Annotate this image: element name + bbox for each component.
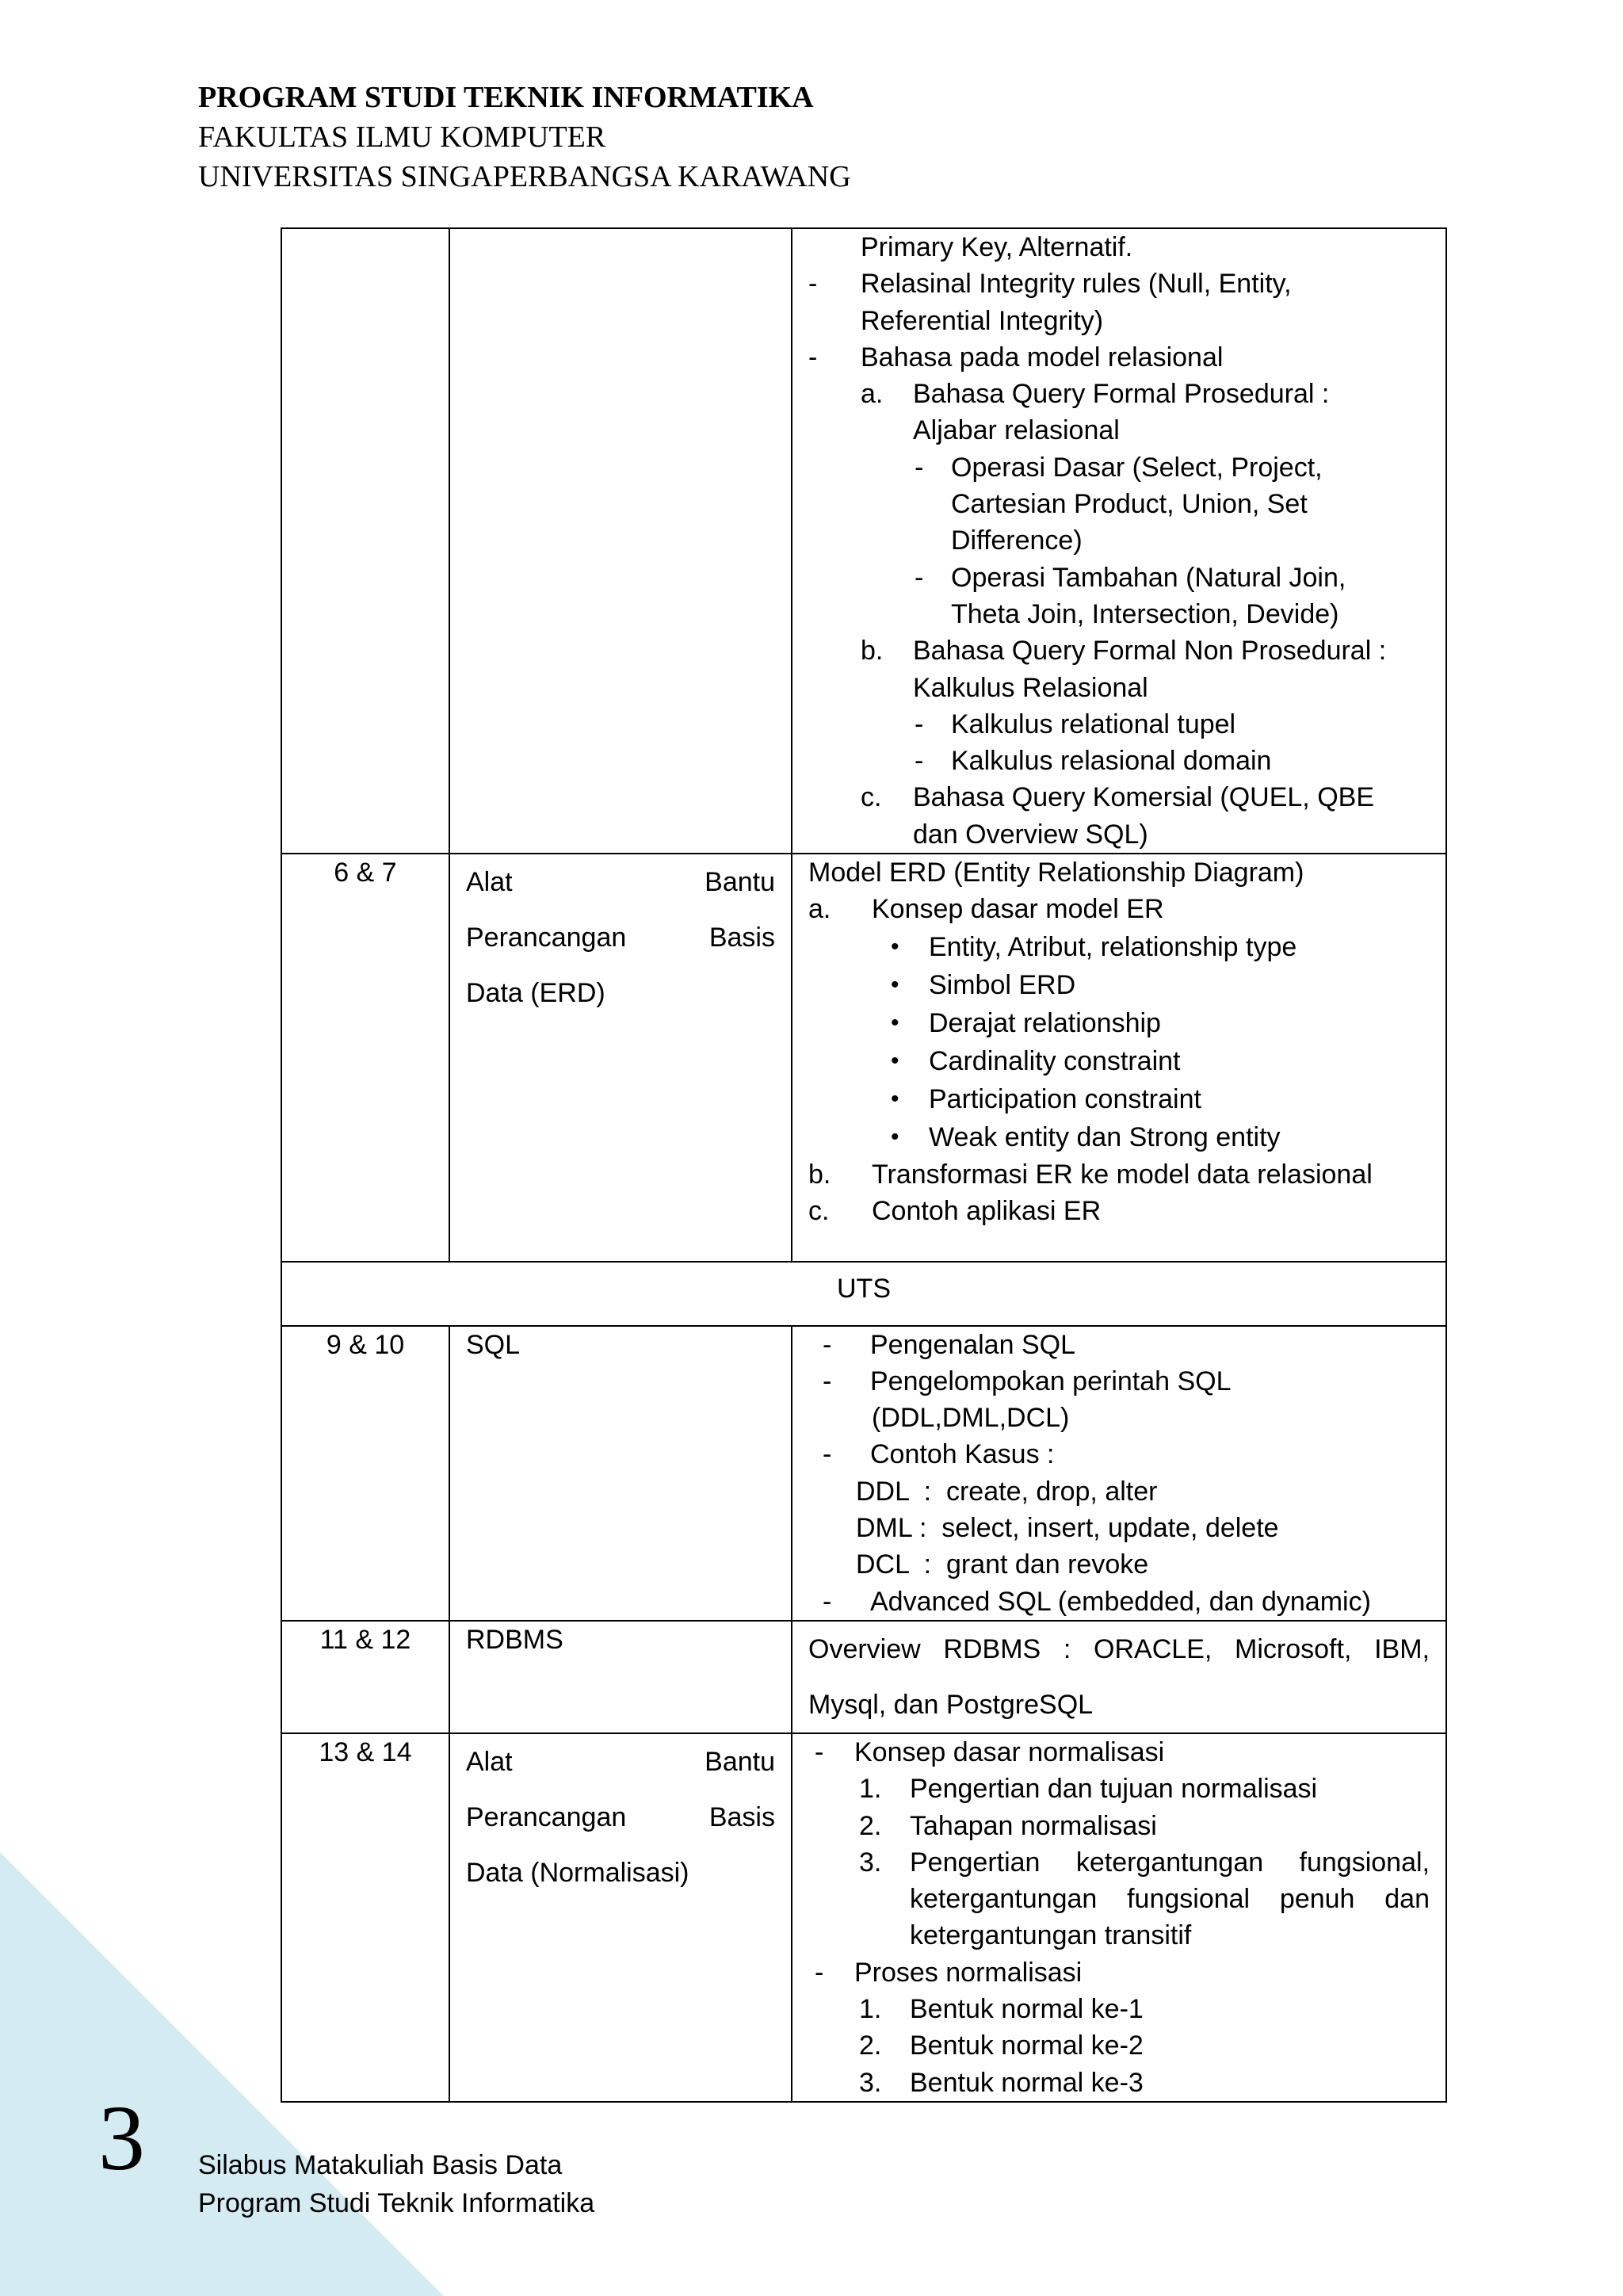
page-number: 3: [98, 2086, 145, 2190]
list-item: a. Konsep dasar model ER: [808, 894, 1164, 925]
content-cell: [792, 854, 1446, 1262]
list-item: 1. Pengertian dan tujuan normalisasi: [859, 1774, 1318, 1805]
table-row-sql: [281, 1326, 1446, 1621]
topic-line: Data (ERD): [466, 978, 605, 1009]
table-row-continuation: [281, 228, 1446, 854]
list-item: Difference): [951, 525, 1083, 556]
list-item: - Relasinal Integrity rules (Null, Entity,: [808, 269, 1292, 300]
syllabus-table: [281, 227, 1447, 2103]
list-item: b. Bahasa Query Formal Non Prosedural :: [861, 636, 1387, 667]
list-item: 3. Pengertian ketergantungan fungsional,: [859, 1847, 1430, 1878]
bullet-icon: •: [891, 1123, 899, 1150]
content-cell: [792, 1326, 1446, 1621]
bullet-item: • Derajat relationship: [808, 1004, 1430, 1042]
faculty-name: FAKULTAS ILMU KOMPUTER: [198, 120, 606, 154]
content-line: Overview RDBMS : ORACLE, Microsoft, IBM,: [808, 1633, 1430, 1664]
list-item: Theta Join, Intersection, Devide): [951, 598, 1339, 629]
list-item: dan Overview SQL): [913, 819, 1148, 850]
list-item: a. Bahasa Query Formal Prosedural :: [861, 379, 1330, 410]
content-cell: [792, 1621, 1446, 1733]
list-item: c. Bahasa Query Komersial (QUEL, QBE: [861, 782, 1375, 813]
list-item: 1. Bentuk normal ke-1: [859, 1993, 1144, 2024]
topic-line: Alat Bantu: [466, 1746, 775, 1777]
table-row-erd: [281, 854, 1446, 1262]
content-cell: [792, 228, 1446, 854]
list-item: Aljabar relasional: [913, 415, 1120, 446]
uts-label: UTS: [281, 1262, 1446, 1325]
week-cell: 13 & 14: [281, 1733, 449, 2102]
topic-cell: SQL: [449, 1326, 792, 1621]
week-cell: 11 & 12: [281, 1621, 449, 1733]
list-item: Primary Key, Alternatif.: [861, 232, 1133, 262]
bullet-item: • Entity, Atribut, relationship type: [808, 928, 1430, 966]
bullet-item: • Participation constraint: [808, 1080, 1430, 1118]
bullet-item: • Cardinality constraint: [808, 1042, 1430, 1080]
table-row-normalisasi: [281, 1733, 1446, 2102]
table-row-rdbms: [281, 1621, 1446, 1733]
bullet-item: • Simbol ERD: [808, 966, 1430, 1004]
topic-cell: [449, 1733, 792, 2102]
list-item: 2. Tahapan normalisasi: [859, 1810, 1157, 1841]
list-item: - Konsep dasar normalisasi: [815, 1736, 1165, 1767]
topic-cell: RDBMS: [449, 1621, 792, 1733]
example-line: DCL : grant dan revoke: [856, 1549, 1149, 1580]
list-item: - Kalkulus relational tupel: [915, 709, 1236, 739]
content-title: Model ERD (Entity Relationship Diagram): [808, 858, 1304, 888]
list-item: - Pengelompokan perintah SQL: [823, 1366, 1232, 1396]
bullet-icon: •: [891, 933, 899, 960]
topic-line: Perancangan Basis: [466, 923, 775, 953]
list-item: Referential Integrity): [861, 305, 1104, 336]
list-item: Cartesian Product, Union, Set: [951, 489, 1308, 520]
list-item: Kalkulus Relasional: [913, 672, 1148, 703]
topic-line: Perancangan Basis: [466, 1801, 775, 1832]
list-item: ketergantungan fungsional penuh dan: [910, 1884, 1430, 1915]
topic-line: Data (Normalisasi): [466, 1857, 689, 1888]
week-cell: 9 & 10: [281, 1326, 449, 1621]
page-footer: [198, 2146, 594, 2222]
list-item: (DDL,DML,DCL): [872, 1403, 1070, 1434]
list-item: ketergantungan transitif: [910, 1920, 1192, 1951]
bullet-icon: •: [891, 1047, 899, 1074]
week-cell: 6 & 7: [281, 854, 449, 1262]
list-item: 2. Bentuk normal ke-2: [859, 2030, 1144, 2061]
footer-program: Program Studi Teknik Informatika: [198, 2188, 595, 2218]
list-item: - Operasi Tambahan (Natural Join,: [915, 562, 1346, 593]
content-line: Mysql, dan PostgreSQL: [808, 1689, 1094, 1720]
content-cell: [792, 1733, 1446, 2102]
bullet-item: • Weak entity dan Strong entity: [808, 1118, 1430, 1156]
list-item: b. Transformasi ER ke model data relasional: [808, 1159, 1373, 1190]
list-item: - Kalkulus relasional domain: [915, 746, 1272, 777]
table-row-uts: [281, 1262, 1446, 1325]
list-item: - Operasi Dasar (Select, Project,: [915, 452, 1323, 483]
list-item: - Advanced SQL (embedded, dan dynamic): [823, 1586, 1371, 1617]
topic-cell: [449, 854, 792, 1262]
list-item: - Contoh Kasus :: [823, 1439, 1055, 1470]
footer-course: Silabus Matakuliah Basis Data: [198, 2150, 563, 2180]
bullet-icon: •: [891, 1009, 899, 1036]
bullet-icon: •: [891, 1085, 899, 1112]
example-line: DDL : create, drop, alter: [856, 1476, 1158, 1507]
topic-line: Alat Bantu: [466, 867, 775, 898]
list-item: - Pengenalan SQL: [823, 1329, 1075, 1360]
topic-cell: [449, 228, 792, 854]
bullet-icon: •: [891, 971, 899, 998]
document-header: [198, 78, 851, 197]
program-name: PROGRAM STUDI TEKNIK INFORMATIKA: [198, 81, 814, 114]
example-line: DML : select, insert, update, delete: [856, 1513, 1279, 1544]
list-item: c. Contoh aplikasi ER: [808, 1195, 1102, 1226]
list-item: - Proses normalisasi: [815, 1957, 1083, 1988]
list-item: 3. Bentuk normal ke-3: [859, 2067, 1144, 2098]
university-name: UNIVERSITAS SINGAPERBANGSA KARAWANG: [198, 160, 851, 193]
week-cell: [281, 228, 449, 854]
list-item: - Bahasa pada model relasional: [808, 342, 1224, 372]
